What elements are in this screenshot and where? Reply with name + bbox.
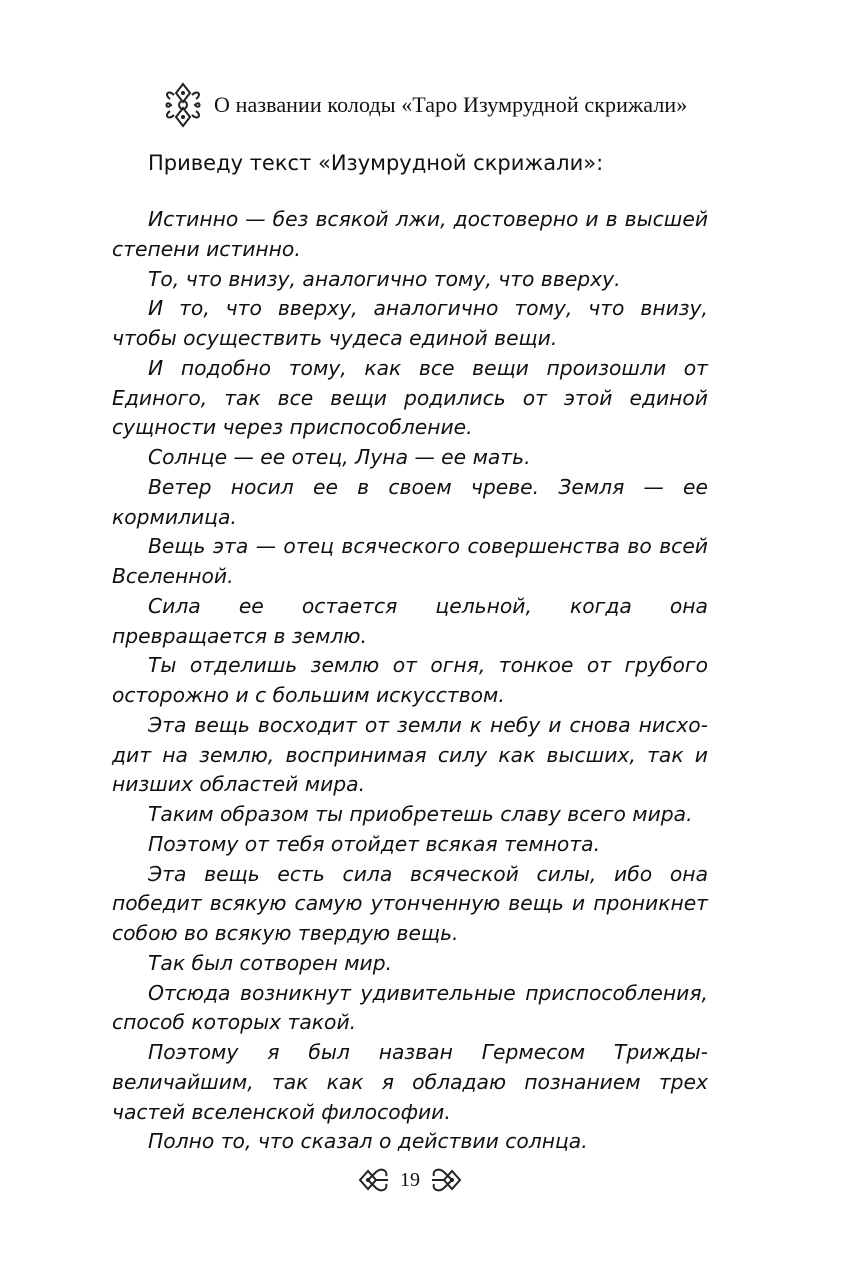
paragraph: То, что внизу, аналогично тому, что вверху. [148,266,621,291]
paragraph: Поэтому я был назван Гермесом Трижды-величайшим, так как я обладаю познанием трех частей вселенской философии. [112,1040,708,1124]
paragraph: Полно то, что сказал о действии солнца. [148,1129,588,1154]
right-scroll-ornament-icon [428,1163,464,1197]
left-scroll-ornament-icon [356,1163,392,1197]
paragraph: Сила ее остается цельной, когда она превращается в землю. [112,593,708,648]
page-footer [350,1160,470,1200]
paragraph: Так был сотворен мир. [148,950,393,975]
paragraph: И подобно тому, как все вещи произошли от Единого, так все вещи родились от этой единой сущности через приспособление. [112,355,708,440]
paragraph: И то, что вверху, аналогично тому, что внизу, чтобы осуществить чудеса единой вещи. [112,296,708,350]
running-title: О названии колоды «Таро Изумрудной скрижали» [214,92,688,117]
paragraph: Эта вещь восходит от земли к небу и снова нисходит на землю, воспринимая силу как высших, так и низших областей мира. [112,712,708,797]
paragraph: Истинно — без всякой лжи, достоверно и в высшей степени истинно. [112,207,708,261]
running-header [160,80,720,130]
paragraph: Поэтому от тебя отойдет всякая темнота. [148,831,601,856]
paragraph: Эта вещь есть сила всяческой силы, ибо она победит всякую самую утонченную вещь и проникнет собою во всякую твердую вещь. [112,861,708,945]
paragraph: Солнце — ее отец, Луна — ее мать. [148,445,531,469]
emerald-tablet-text [112,205,708,1157]
fleur-ornament-icon [160,81,206,129]
intro-line: Приведу текст «Изумрудной скрижали»: [148,151,604,175]
paragraph: Таким образом ты приобретешь славу всего мира. [148,802,693,826]
paragraph: Ты отделишь землю от огня, тонкое от грубого осторожно и с большим искусством. [112,653,708,707]
paragraph: Ветер носил ее в своем чреве. Земля — ее кормилица. [112,474,708,529]
paragraph: Вещь эта — отец всяческого совершенства во всей Вселенной. [112,534,708,588]
paragraph: Отсюда возникнут удивительные приспособления, способ которых такой. [112,980,708,1035]
page-number: 19 [400,1168,420,1191]
